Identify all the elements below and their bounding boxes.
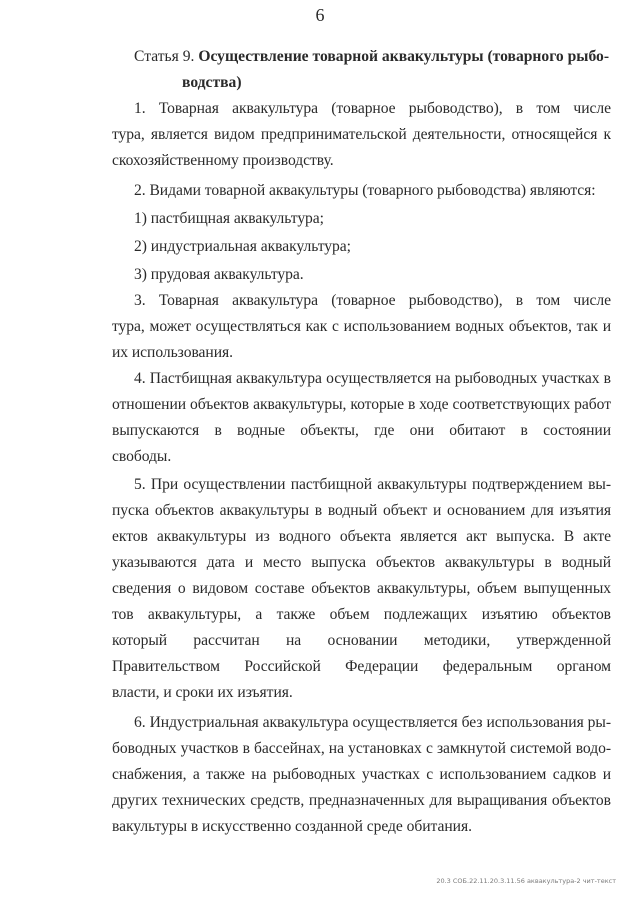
paragraph-line: ектов аквакультуры из водного объекта является акт выпуска. В акте (112, 528, 611, 545)
paragraph-3 (112, 288, 611, 366)
paragraph-line: 5. При осуществлении пастбищной аквакультуры подтверждением вы- (134, 476, 611, 493)
paragraph-line: 3) прудовая аквакультура. (134, 266, 304, 283)
paragraph-2 (112, 178, 611, 204)
paragraph-line: 2) индустриальная аквакультура; (134, 238, 351, 255)
article-title-line-2: водства) (182, 74, 242, 91)
paragraph-line: боводных участков в бассейнах, на установках с замкнутой системой водо- (112, 740, 611, 757)
paragraph-line: отношении объектов аквакультуры, которые в ходе соответствующих работ (112, 396, 611, 413)
footer-stamp: 20.3 СОБ.22.11.20.3.11.56 аквакультура-2 чит-текст (436, 877, 616, 885)
paragraph-line: вакультуры в искусственно созданной среде обитания. (112, 818, 472, 835)
paragraph-line: 1) пастбищная аквакультура; (134, 210, 324, 227)
paragraph-5 (112, 472, 611, 706)
paragraph-line: скохозяйственному производству. (112, 152, 334, 169)
paragraph-line: других технических средств, предназначенных для выращивания объектов (112, 792, 611, 809)
paragraph-4 (112, 366, 611, 470)
article-heading (134, 44, 611, 96)
paragraph-line: указываются дата и место выпуска объектов аквакультуры в водный (112, 554, 611, 571)
paragraph-line: тура, может осуществляться как с использованием водных объектов, так и (112, 318, 611, 335)
list-item-2 (112, 234, 611, 260)
paragraph-line: 2. Видами товарной аквакультуры (товарного рыбоводства) являются: (134, 182, 596, 199)
article-label: Статья 9. (134, 48, 195, 65)
paragraph-line: 4. Пастбищная аквакультура осуществляется на рыбоводных участках в (134, 370, 611, 387)
paragraph-line: 1. Товарная аквакультура (товарное рыбоводство), в том числе (134, 100, 611, 117)
list-item-3 (112, 262, 611, 288)
list-item-1 (112, 206, 611, 232)
paragraph-6 (112, 710, 611, 840)
paragraph-line: тов аквакультуры, а также объем подлежащих изъятию объектов (112, 606, 611, 623)
paragraph-line: власти, и сроки их изъятия. (112, 684, 293, 701)
paragraph-line: их использования. (112, 344, 233, 361)
article-title-line-1: Осуществление товарной аквакультуры (товарного рыбо- (198, 48, 610, 65)
paragraph-line: тура, является видом предпринимательской деятельности, относящейся к (112, 126, 611, 143)
paragraph-line: выпускаются в водные объекты, где они обитают в состоянии (112, 422, 611, 439)
paragraph-line: пуска объектов аквакультуры в водный объект и основанием для изъятия (112, 502, 611, 519)
paragraph-line: 3. Товарная аквакультура (товарное рыбоводство), в том числе (134, 292, 611, 309)
paragraph-line: 6. Индустриальная аквакультура осуществляется без использования ры- (134, 714, 611, 731)
paragraph-1 (112, 96, 611, 174)
paragraph-line: снабжения, а также на рыбоводных участках с использованием садков и (112, 766, 611, 783)
paragraph-line: Правительством Российской Федерации федеральным органом (112, 658, 611, 675)
page-number: 6 (315, 5, 325, 25)
paragraph-line: который рассчитан на основании методики, утвержденной (112, 632, 611, 649)
paragraph-line: сведения о видовом составе объектов аквакультуры, объем выпущенных (112, 580, 611, 597)
paragraph-line: свободы. (112, 448, 172, 465)
